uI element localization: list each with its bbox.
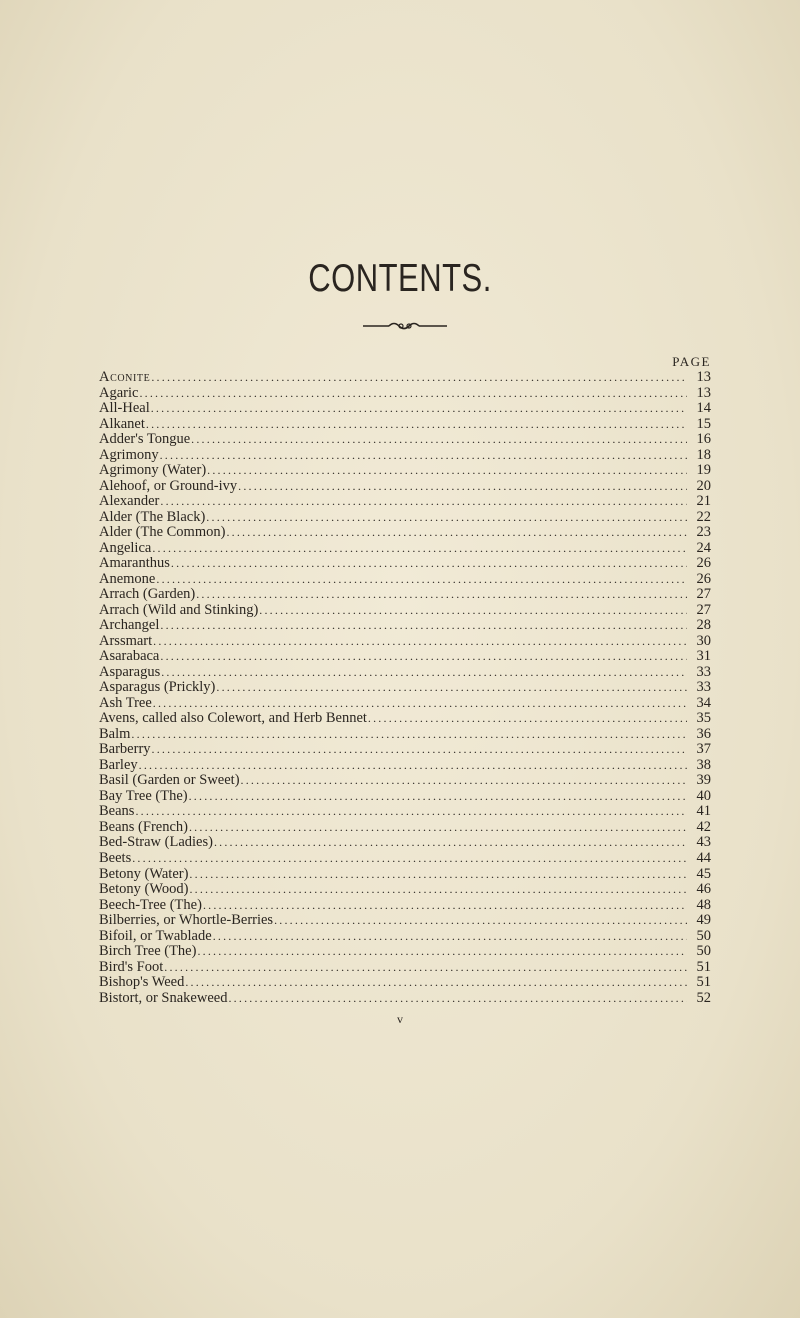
dot-leader [241,773,687,789]
entry-name: Arrach (Wild and Stinking) [99,601,259,618]
entry-name: Arrach (Garden) [99,586,196,603]
contents-entry [99,773,711,789]
dot-leader [206,510,687,526]
entry-page-number: 33 [696,679,711,696]
dot-leader [189,882,687,898]
folio-number: v [397,1012,403,1026]
dot-leader [160,448,687,464]
entry-page-number: 26 [696,555,711,572]
entry-name: Betony (Water) [99,865,189,882]
dot-leader [197,944,687,960]
entry-page-number: 43 [696,834,711,851]
dot-leader [203,898,687,914]
dot-leader [259,603,687,619]
contents-entry [99,370,711,386]
contents-list [99,370,711,1006]
entry-page-number: 50 [696,943,711,960]
dot-leader [228,991,687,1007]
entry-page-number: 51 [696,958,711,975]
entry-page-number: 13 [696,369,711,385]
dot-leader [238,479,687,495]
dot-leader [185,975,687,991]
contents-entry [99,587,711,603]
entry-name: Asarabaca [99,648,160,665]
entry-name: Alder (The Common) [99,524,226,541]
dot-leader [156,572,687,588]
dot-leader [226,525,687,541]
entry-page-number: 36 [696,725,711,742]
contents-entry [99,417,711,433]
dot-leader [139,758,687,774]
contents-entry [99,401,711,417]
entry-page-number: 38 [696,756,711,773]
entry-page-number: 42 [696,818,711,835]
entry-name: Archangel [99,617,160,634]
contents-entry [99,960,711,976]
entry-page-number: 30 [696,632,711,649]
entry-page-number: 19 [696,462,711,479]
dot-leader [189,820,687,836]
dot-leader [189,789,687,805]
contents-entry [99,463,711,479]
dot-leader [131,727,687,743]
entry-name: Bistort, or Snakeweed [99,989,228,1006]
dot-leader [207,463,687,479]
contents-entry [99,820,711,836]
contents-entry [99,541,711,557]
entry-name: Balm [99,725,131,742]
entry-name: Beets [99,849,132,866]
dot-leader [135,804,687,820]
entry-page-number: 16 [696,431,711,448]
entry-name: Beans (French) [99,818,188,835]
entry-page-number: 22 [696,508,711,525]
dot-leader [132,851,687,867]
entry-name: Alehoof, or Ground-ivy [99,477,238,494]
contents-entry [99,572,711,588]
entry-name: Ash Tree [99,694,152,711]
contents-entry [99,727,711,743]
entry-name: Beans [99,803,135,820]
entry-page-number: 27 [696,586,711,603]
contents-entry [99,603,711,619]
dot-leader [161,665,687,681]
dot-leader [160,649,687,665]
entry-name: Avens, called also Colewort, and Herb Bennet [99,710,367,727]
contents-entry [99,991,711,1007]
entry-name: Basil (Garden or Sweet) [99,772,240,789]
contents-entry [99,742,711,758]
entry-page-number: 15 [696,415,711,432]
contents-entry [99,944,711,960]
dot-leader [196,587,687,603]
dot-leader [368,711,687,727]
entry-page-number: 20 [696,477,711,494]
entry-name: Alder (The Black) [99,508,206,525]
entry-name: Aconite [99,369,151,385]
contents-entry [99,929,711,945]
entry-name: Adder's Tongue [99,431,191,448]
entry-page-number: 45 [696,865,711,882]
entry-page-number: 13 [696,384,711,401]
entry-page-number: 41 [696,803,711,820]
dot-leader [151,401,687,417]
page-column-label: PAGE [672,354,711,369]
entry-page-number: 35 [696,710,711,727]
entry-page-number: 50 [696,927,711,944]
entry-name: Bed-Straw (Ladies) [99,834,213,851]
entry-page-number: 26 [696,570,711,587]
contents-entry [99,680,711,696]
contents-entry [99,975,711,991]
contents-entry [99,479,711,495]
entry-page-number: 28 [696,617,711,634]
entry-name: Asparagus (Prickly) [99,679,216,696]
entry-name: Barberry [99,741,151,758]
dot-leader [214,835,687,851]
dot-leader [153,696,687,712]
entry-name: Bay Tree (The) [99,787,188,804]
dot-leader [146,417,687,433]
entry-name: Anemone [99,570,156,587]
contents-entry [99,510,711,526]
entry-name: Amaranthus [99,555,170,572]
entry-name: Angelica [99,539,152,556]
contents-entry [99,882,711,898]
contents-entry [99,913,711,929]
entry-page-number: 39 [696,772,711,789]
contents-entry [99,804,711,820]
dot-leader [151,370,687,386]
entry-page-number: 37 [696,741,711,758]
entry-name: Agrimony (Water) [99,462,207,479]
contents-entry [99,634,711,650]
contents-entry [99,758,711,774]
dot-leader [160,494,687,510]
dot-leader [164,960,687,976]
ornament-divider [363,320,447,332]
dot-leader [152,541,687,557]
contents-entry [99,618,711,634]
entry-page-number: 51 [696,974,711,991]
entry-name: Betony (Wood) [99,881,189,898]
entry-page-number: 23 [696,524,711,541]
entry-page-number: 18 [696,446,711,463]
contents-entry [99,386,711,402]
entry-name: Arssmart [99,632,153,649]
contents-entry [99,649,711,665]
dot-leader [213,929,687,945]
contents-entry [99,556,711,572]
entry-name: Beech-Tree (The) [99,896,202,913]
entry-name: Barley [99,756,138,773]
contents-entry [99,789,711,805]
entry-name: Bishop's Weed [99,974,185,991]
entry-name: Alkanet [99,415,145,432]
contents-entry [99,448,711,464]
contents-entry [99,432,711,448]
dot-leader [274,913,687,929]
entry-page-number: 14 [696,400,711,417]
entry-name: Bifoil, or Twablade [99,927,212,944]
entry-name: All-Heal [99,400,150,417]
contents-entry [99,525,711,541]
entry-page-number: 52 [696,989,711,1006]
dot-leader [153,634,687,650]
entry-page-number: 49 [696,912,711,929]
entry-name: Asparagus [99,663,161,680]
entry-name: Agaric [99,384,139,401]
entry-page-number: 31 [696,648,711,665]
contents-entry [99,494,711,510]
entry-page-number: 44 [696,849,711,866]
page-title: CONTENTS. [308,256,492,300]
entry-name: Birch Tree (The) [99,943,197,960]
dot-leader [189,867,687,883]
contents-entry [99,696,711,712]
entry-page-number: 34 [696,694,711,711]
entry-page-number: 27 [696,601,711,618]
dot-leader [191,432,687,448]
dot-leader [171,556,687,572]
contents-entry [99,711,711,727]
entry-name: Bilberries, or Whortle-Berries [99,912,274,929]
dot-leader [160,618,687,634]
entry-page-number: 40 [696,787,711,804]
contents-entry [99,835,711,851]
contents-entry [99,665,711,681]
contents-entry [99,898,711,914]
dot-leader [216,680,687,696]
contents-entry [99,851,711,867]
dot-leader [152,742,687,758]
entry-page-number: 46 [696,881,711,898]
entry-name: Agrimony [99,446,159,463]
contents-entry [99,867,711,883]
entry-page-number: 33 [696,663,711,680]
entry-page-number: 48 [696,896,711,913]
entry-name: Alexander [99,493,160,510]
entry-page-number: 24 [696,539,711,556]
entry-page-number: 21 [696,493,711,510]
dot-leader [139,386,687,402]
entry-name: Bird's Foot [99,958,164,975]
